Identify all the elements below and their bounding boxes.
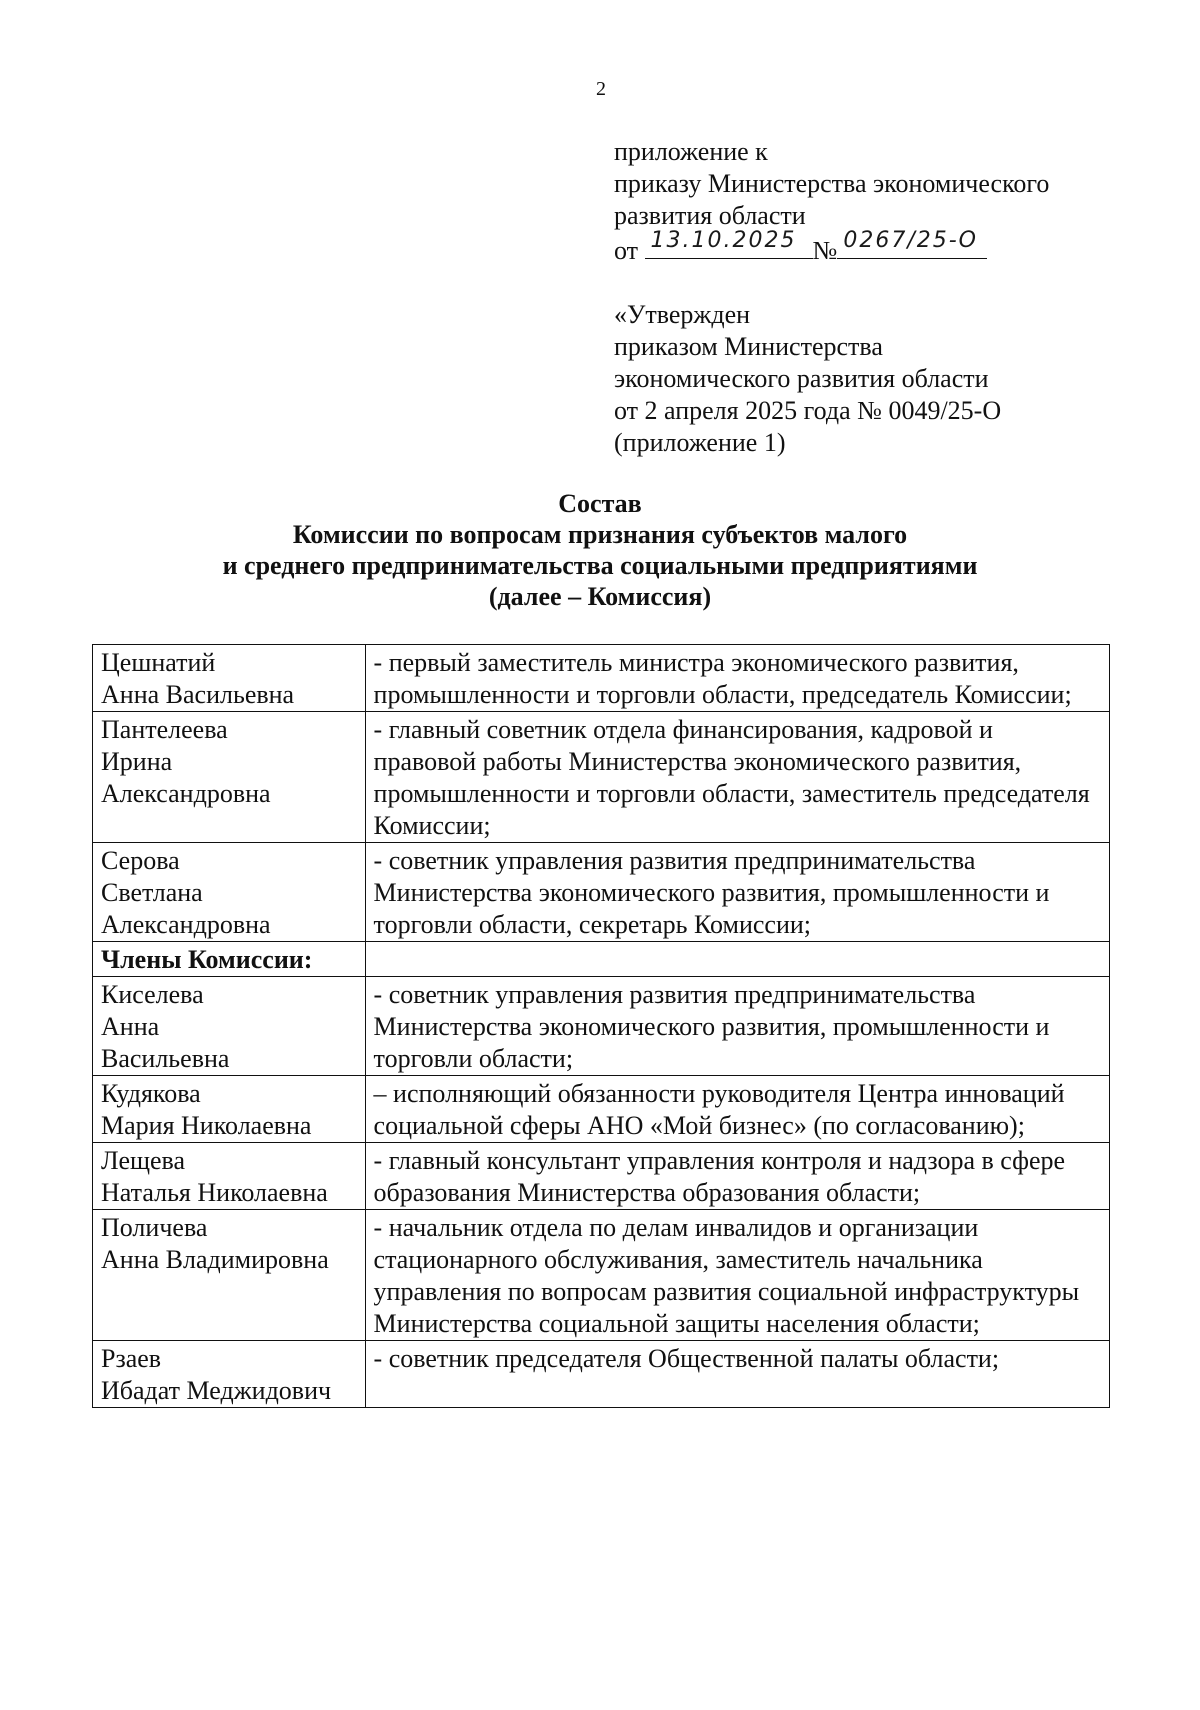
table-row xyxy=(93,712,1110,843)
section-header-row xyxy=(93,942,1110,977)
table-row xyxy=(93,843,1110,942)
member-name-line: Рзаев xyxy=(101,1344,162,1373)
member-name-cell xyxy=(93,977,366,1076)
member-name-cell xyxy=(93,712,366,843)
member-name-line: Кудякова xyxy=(101,1079,201,1108)
member-name-line: Александровна xyxy=(101,779,271,808)
approval-line: «Утвержден xyxy=(614,300,751,329)
appendix-block xyxy=(614,136,1154,459)
member-name-line: Серова xyxy=(101,846,180,875)
table-row xyxy=(93,1076,1110,1143)
member-role-cell: - советник председателя Общественной палаты области; xyxy=(365,1341,1109,1408)
title-line: Комиссии по вопросам признания субъектов малого xyxy=(292,520,908,549)
appendix-line: приказу Министерства экономического xyxy=(614,169,1050,198)
date-prefix: от xyxy=(614,236,639,265)
member-name-line: Анна xyxy=(101,1012,160,1041)
approval-line: от 2 апреля 2025 года № 0049/25-О xyxy=(614,396,1002,425)
approval-line: (приложение 1) xyxy=(614,428,786,457)
handwritten-number: 0267/25-О xyxy=(843,228,978,253)
approval-line: приказом Министерства xyxy=(614,332,883,361)
member-name-cell xyxy=(93,1210,366,1341)
empty-cell xyxy=(365,942,1109,977)
members-section-label: Члены Комиссии: xyxy=(93,942,366,977)
member-name-line: Мария Николаевна xyxy=(101,1111,312,1140)
member-name-line: Светлана xyxy=(101,878,203,907)
handwritten-date: 13.10.2025 xyxy=(650,228,797,253)
member-name-cell xyxy=(93,843,366,942)
table-row xyxy=(93,977,1110,1076)
member-name-line: Киселева xyxy=(101,980,204,1009)
table-row xyxy=(93,1143,1110,1210)
title-line: Состав xyxy=(558,489,642,518)
member-role-cell: - советник управления развития предпринимательства Министерства экономического развития, промышленности и торговли области, секретарь Комиссии; xyxy=(365,843,1109,942)
appendix-date-line xyxy=(614,228,1154,267)
title-line: и среднего предпринимательства социальными предприятиями xyxy=(222,551,978,580)
member-name-cell xyxy=(93,645,366,712)
member-role-cell: - первый заместитель министра экономического развития, промышленности и торговли области, председатель Комиссии; xyxy=(365,645,1109,712)
member-role-cell: – исполняющий обязанности руководителя Центра инноваций социальной сферы АНО «Мой бизнес» (по согласованию); xyxy=(365,1076,1109,1143)
approval-line: экономического развития области xyxy=(614,364,989,393)
member-name-cell xyxy=(93,1076,366,1143)
member-name-line: Анна Владимировна xyxy=(101,1245,329,1274)
member-name-line: Цешнатий xyxy=(101,648,216,677)
member-name-line: Анна Васильевна xyxy=(101,680,295,709)
member-name-line: Наталья Николаевна xyxy=(101,1178,328,1207)
title-line: (далее – Комиссия) xyxy=(488,582,712,611)
appendix-line: развития области xyxy=(614,201,806,230)
appendix-line: приложение к xyxy=(614,137,768,166)
member-name-line: Пантелеева xyxy=(101,715,228,744)
date-underline xyxy=(645,228,813,259)
member-name-cell xyxy=(93,1341,366,1408)
member-name-line: Поличева xyxy=(101,1213,208,1242)
member-name-line: Ибадат Меджидович xyxy=(101,1376,332,1405)
member-role-cell: - главный советник отдела финансирования, кадровой и правовой работы Министерства экономического развития, промышленности и торговли области, заместитель председателя Комиссии; xyxy=(365,712,1109,843)
page-number: 2 xyxy=(596,78,606,100)
number-underline xyxy=(837,228,987,259)
member-name-line: Васильевна xyxy=(101,1044,230,1073)
member-role-cell: - главный консультант управления контроля и надзора в сфере образования Министерства образования области; xyxy=(365,1143,1109,1210)
document-title xyxy=(100,488,1100,612)
table-row xyxy=(93,645,1110,712)
member-role-cell: - советник управления развития предпринимательства Министерства экономического развития, промышленности и торговли области; xyxy=(365,977,1109,1076)
members-table xyxy=(92,644,1110,1408)
member-role-cell: - начальник отдела по делам инвалидов и организации стационарного обслуживания, заместитель начальника управления по вопросам развития социальной инфраструктуры Министерства социальной защиты населения области; xyxy=(365,1210,1109,1341)
number-sign: № xyxy=(812,236,838,265)
member-name-cell xyxy=(93,1143,366,1210)
member-name-line: Лещева xyxy=(101,1146,186,1175)
member-name-line: Ирина xyxy=(101,747,173,776)
member-name-line: Александровна xyxy=(101,910,271,939)
table-row xyxy=(93,1341,1110,1408)
table-row xyxy=(93,1210,1110,1341)
